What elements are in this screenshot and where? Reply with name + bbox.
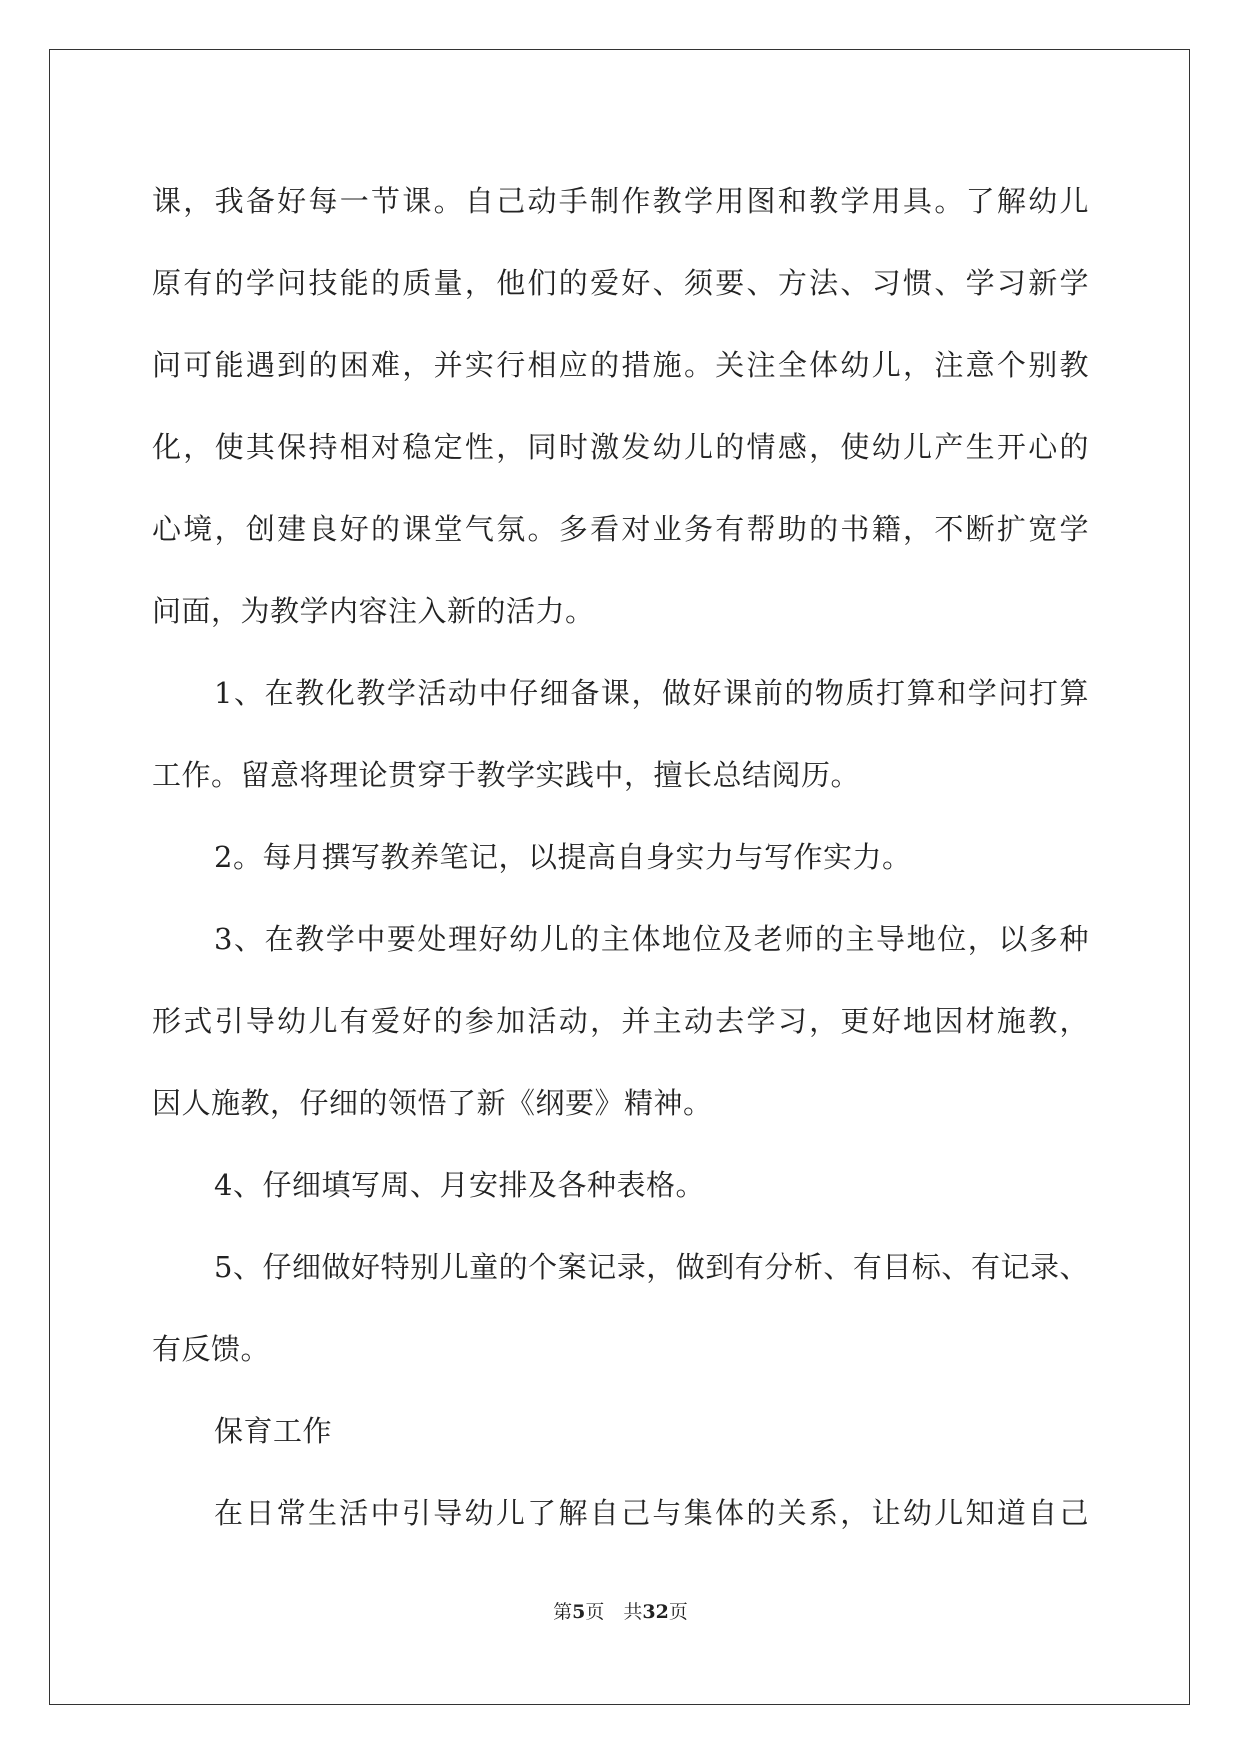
- document-body: [152, 160, 1089, 1554]
- text-line-9: 2。每月撰写教养笔记，以提高自身实力与写作实力。: [214, 840, 912, 874]
- text-line-7: 1、在教化教学活动中仔细备课，做好课前的物质打算和学问打算: [214, 676, 1089, 710]
- text-line-8: 工作。留意将理论贯穿于教学实践中，擅长总结阅历。: [152, 758, 861, 792]
- text-line-1: 课，我备好每一节课。自己动手制作教学用图和教学用具。了解幼儿: [152, 184, 1089, 218]
- footer-suffix: 页: [668, 1601, 688, 1623]
- text-line-10: 3、在教学中要处理好幼儿的主体地位及老师的主导地位，以多种: [214, 922, 1089, 956]
- text-line-2: 原有的学问技能的质量，他们的爱好、须要、方法、习惯、学习新学: [152, 266, 1089, 300]
- text-line-6: 问面，为教学内容注入新的活力。: [152, 594, 595, 628]
- footer-prefix: 第: [553, 1601, 573, 1623]
- text-line-4: 化，使其保持相对稳定性，同时激发幼儿的情感，使幼儿产生开心的: [152, 430, 1089, 464]
- page-footer: [0, 1600, 1241, 1624]
- section-heading: 保育工作: [214, 1414, 333, 1448]
- text-line-3: 问可能遇到的困难，并实行相应的措施。关注全体幼儿，注意个别教: [152, 348, 1089, 382]
- text-line-14: 5、仔细做好特别儿童的个案记录，做到有分析、有目标、有记录、: [214, 1250, 1089, 1284]
- text-line-17: 在日常生活中引导幼儿了解自己与集体的关系，让幼儿知道自己: [214, 1496, 1089, 1530]
- text-line-5: 心境，创建良好的课堂气氛。多看对业务有帮助的书籍，不断扩宽学: [152, 512, 1089, 546]
- text-line-13: 4、仔细填写周、月安排及各种表格。: [214, 1168, 705, 1202]
- footer-mid: 页 共: [585, 1601, 643, 1623]
- text-line-11: 形式引导幼儿有爱好的参加活动，并主动去学习，更好地因材施教，: [152, 1004, 1089, 1038]
- text-line-12: 因人施教，仔细的领悟了新《纲要》精神。: [152, 1086, 713, 1120]
- text-line-15: 有反馈。: [152, 1332, 271, 1366]
- page-number: 5: [572, 1601, 586, 1623]
- page-total: 32: [642, 1601, 669, 1623]
